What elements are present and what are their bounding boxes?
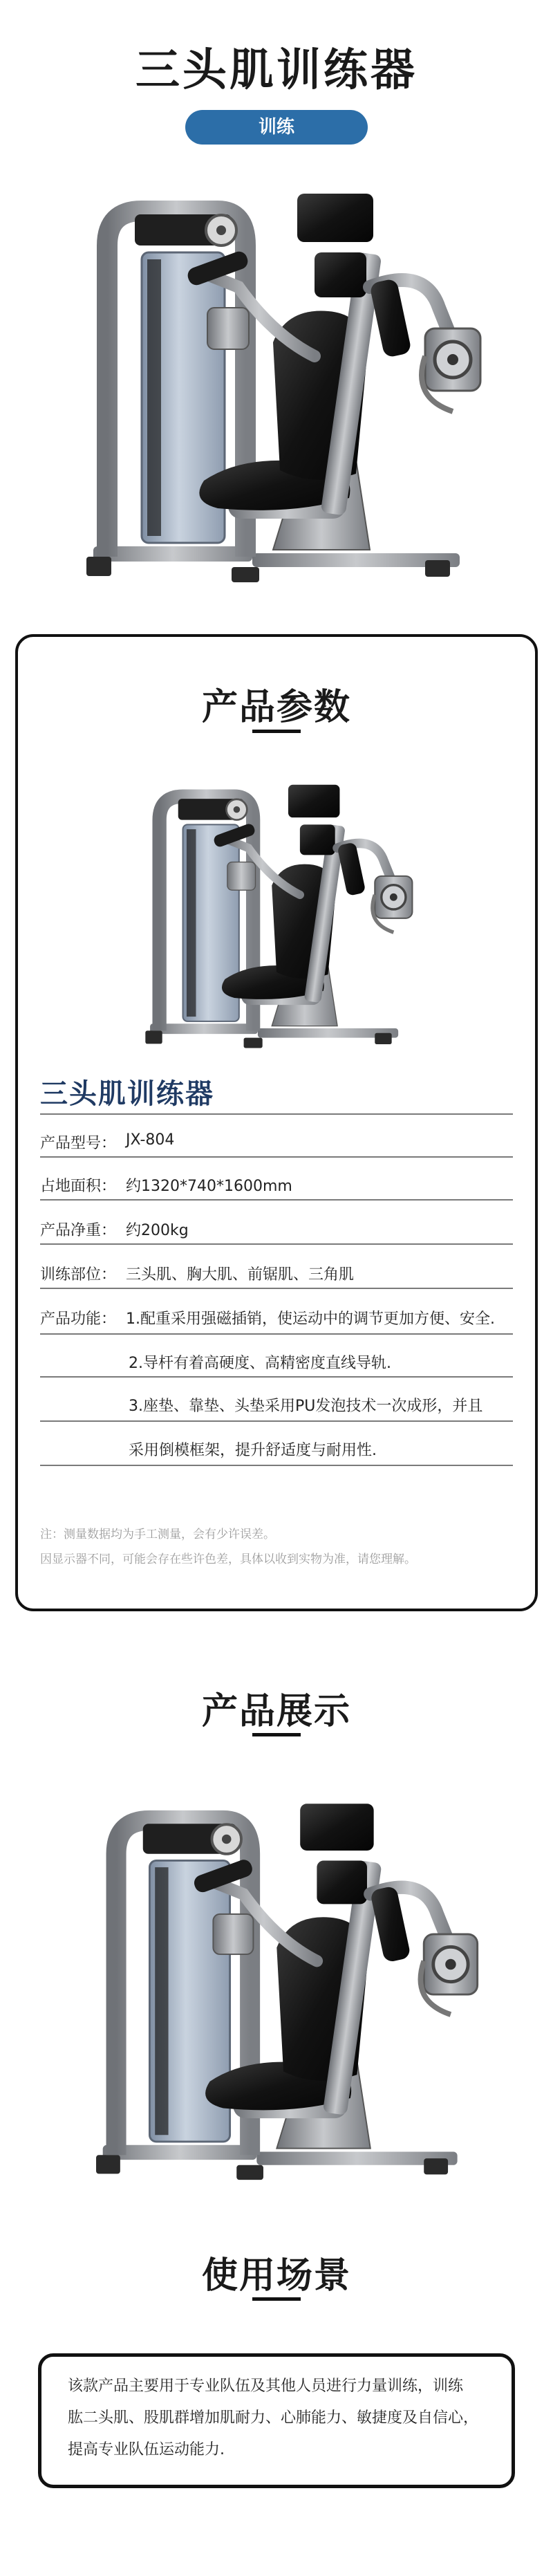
divider <box>40 1113 513 1115</box>
section-title-display: 产品展示 <box>201 1691 351 1732</box>
section-underline <box>252 2297 301 2301</box>
divider <box>40 1420 513 1422</box>
function-line-1: 1.配重采用强磁插销，使运动中的调节更加方便、安全. <box>126 1310 495 1328</box>
spec-value-area: 约1320*740*1600mm <box>126 1178 292 1195</box>
product-image-hero <box>66 149 494 591</box>
function-line-3: 3.座垫、靠垫、头垫采用PU发泡技术一次成形，并且 <box>129 1398 483 1415</box>
divider <box>40 1376 513 1378</box>
spec-value-weight: 约200kg <box>126 1222 189 1239</box>
page-title: 三头肌训练器 <box>135 45 418 96</box>
spec-label-function: 产品功能： <box>40 1310 117 1328</box>
section-title-params: 产品参数 <box>201 687 351 728</box>
spec-value-model: JX-804 <box>126 1131 175 1149</box>
disclaimer-line-1: 注：测量数据均为手工测量，会有少许误差。 <box>40 1528 275 1541</box>
spec-label-area: 占地面积： <box>40 1178 117 1195</box>
divider <box>40 1465 513 1466</box>
scene-line-2: 肱二头肌、股肌群增加肌耐力、心肺能力、敏捷度及自信心， <box>68 2409 479 2427</box>
spec-label-weight: 产品净重： <box>40 1222 117 1239</box>
scene-line-1: 该款产品主要用于专业队伍及其他人员进行力量训练，训练 <box>68 2378 464 2395</box>
product-image-display <box>76 1760 491 2189</box>
spec-label-parts: 训练部位： <box>40 1266 117 1284</box>
function-line-4: 采用倒模框架，提升舒适度与耐用性. <box>129 1442 377 1459</box>
product-image-params <box>131 754 422 1055</box>
section-title-scene: 使用场景 <box>201 2255 351 2297</box>
spec-value-parts: 三头肌、胸大肌、前锯肌、三角肌 <box>126 1266 355 1284</box>
category-tag: 训练 <box>185 110 368 145</box>
divider <box>40 1243 513 1245</box>
divider <box>40 1156 513 1158</box>
disclaimer-line-2: 因显示器不同，可能会存在些许色差，具体以收到实物为准，请您理解。 <box>40 1553 416 1566</box>
function-line-2: 2.导杆有着高硬度、高精密度直线导轨. <box>129 1355 391 1372</box>
divider <box>40 1333 513 1335</box>
divider <box>40 1199 513 1201</box>
product-name: 三头肌训练器 <box>40 1078 214 1110</box>
divider <box>40 1288 513 1289</box>
spec-label-model: 产品型号： <box>40 1135 117 1152</box>
section-underline <box>252 730 301 733</box>
scene-line-3: 提高专业队伍运动能力. <box>68 2441 225 2458</box>
section-underline <box>252 1733 301 1736</box>
